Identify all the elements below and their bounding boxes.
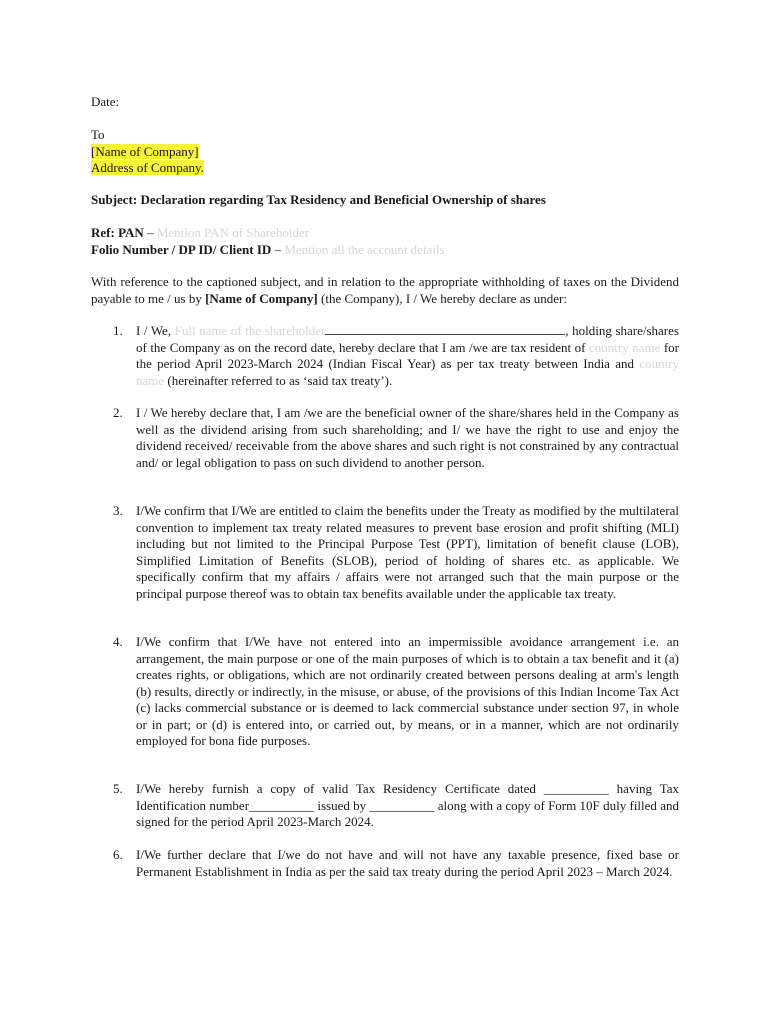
folio-dash: – xyxy=(271,241,285,257)
item1-text-c: for the period April 2023-March 2024 (Indian Fiscal Year) as per tax treaty between India and xyxy=(136,339,679,371)
intro-company: [Name of Company] xyxy=(205,290,318,306)
item-number: 2. xyxy=(113,405,123,420)
to-label: To xyxy=(91,127,105,142)
item-number: 6. xyxy=(113,847,123,862)
name-underline xyxy=(325,323,565,335)
item1-text-b: , holding share/shares of the Company as on the record date, hereby declare that I am /we are tax resident of xyxy=(136,323,679,355)
folio-placeholder: Mention all the account details xyxy=(284,241,445,257)
country-placeholder-2: country name xyxy=(136,356,679,388)
list-item xyxy=(91,503,679,602)
company-name-placeholder: [Name of Company] xyxy=(91,143,199,159)
list-item xyxy=(91,781,679,831)
intro-text-1: With reference to the captioned subject, and in relation to the appropriate withholding of taxes on the Dividend payable to me / us by xyxy=(91,274,679,306)
company-address-placeholder: Address of Company. xyxy=(91,160,204,175)
intro-text-2: (the Company), I / We hereby declare as under: xyxy=(317,290,567,306)
item-text: I/We confirm that I/We have not entered into an impermissible avoidance arrangement i.e. an arrangement, the main purpose or one of the main purposes of which is to obtain a tax benefit and it (a) creates rights, or obligations, which are not ordinarily created between persons dealing at arm's length (b) results, directly or indirectly, in the misuse, or abuse, of the provisions of this Indian Income Tax Act (c) lacks commercial substance or is deemed to lack commercial substance under section 97, in whole or in part; or (d) is entered into, or carried out, by means, or in a manner, which are not ordinarily employed for bona fide purposes. xyxy=(136,634,679,748)
item1-text-a: I / We, xyxy=(136,323,175,338)
date-line xyxy=(91,94,679,111)
intro-paragraph xyxy=(91,274,679,307)
item-number: 5. xyxy=(113,781,123,796)
subject-line xyxy=(91,192,679,209)
ref-block xyxy=(91,225,679,258)
date-label: Date: xyxy=(91,94,120,109)
list-item xyxy=(91,847,679,880)
subject-text: Subject: Declaration regarding Tax Residency and Beneficial Ownership of shares xyxy=(91,192,546,207)
item1-text-d: (hereinafter referred to as ‘said tax treaty’). xyxy=(164,372,393,388)
item-text: I/We confirm that I/We are entitled to claim the benefits under the Treaty as modified by the multilateral convention to implement tax treaty related measures to prevent base erosion and profit shifting (MLI) including but not limited to the Principal Purpose Test (PPT), limitation of benefit clause (LOB), Simplified Limitation of Benefits (SLOB), period of holding of shares etc. as applicable. We specifically confirm that my affairs / affairs were not arranged such that the main purpose or the principal purpose thereof was to obtain tax benefits available under the applicable tax treaty. xyxy=(136,503,679,601)
pan-line xyxy=(91,225,679,242)
folio-line xyxy=(91,242,679,259)
pan-placeholder: Mention PAN of Shareholder xyxy=(156,225,310,240)
shareholder-name-placeholder: Full name of the shareholder xyxy=(174,323,326,338)
item-text: I/We further declare that I/we do not have and will not have any taxable presence, fixed base or Permanent Establishment in India as per the said tax treaty during the period April 2023 – March 2024. xyxy=(136,847,679,879)
pan-label: Ref: PAN xyxy=(91,225,144,240)
list-item xyxy=(91,405,679,471)
folio-label: Folio Number / DP ID/ Client ID xyxy=(91,241,272,257)
item-text: I / We hereby declare that, I am /we are the beneficial owner of the share/shares held in the Company as well as the dividend arising from such shareholding; and I/ we have the right to use and enjoy the dividend received/ receivable from the above shares and such right is not constrained by any contractual and/ or legal obligation to pass on such dividend to another person. xyxy=(136,405,679,470)
addressee-block xyxy=(91,127,679,177)
list-item xyxy=(91,323,679,389)
country-placeholder-1: country name xyxy=(588,339,661,355)
item-number: 1. xyxy=(113,323,123,338)
pan-dash: – xyxy=(143,225,157,240)
item-text: I/We hereby furnish a copy of valid Tax Residency Certificate dated __________ having Tax Identification number__________ issued by __________ along with a copy of Form 10F duly filled and signed for the period April 2023-March 2024. xyxy=(136,781,679,829)
item-number: 4. xyxy=(113,634,123,649)
item-number: 3. xyxy=(113,503,123,518)
list-item xyxy=(91,634,679,750)
